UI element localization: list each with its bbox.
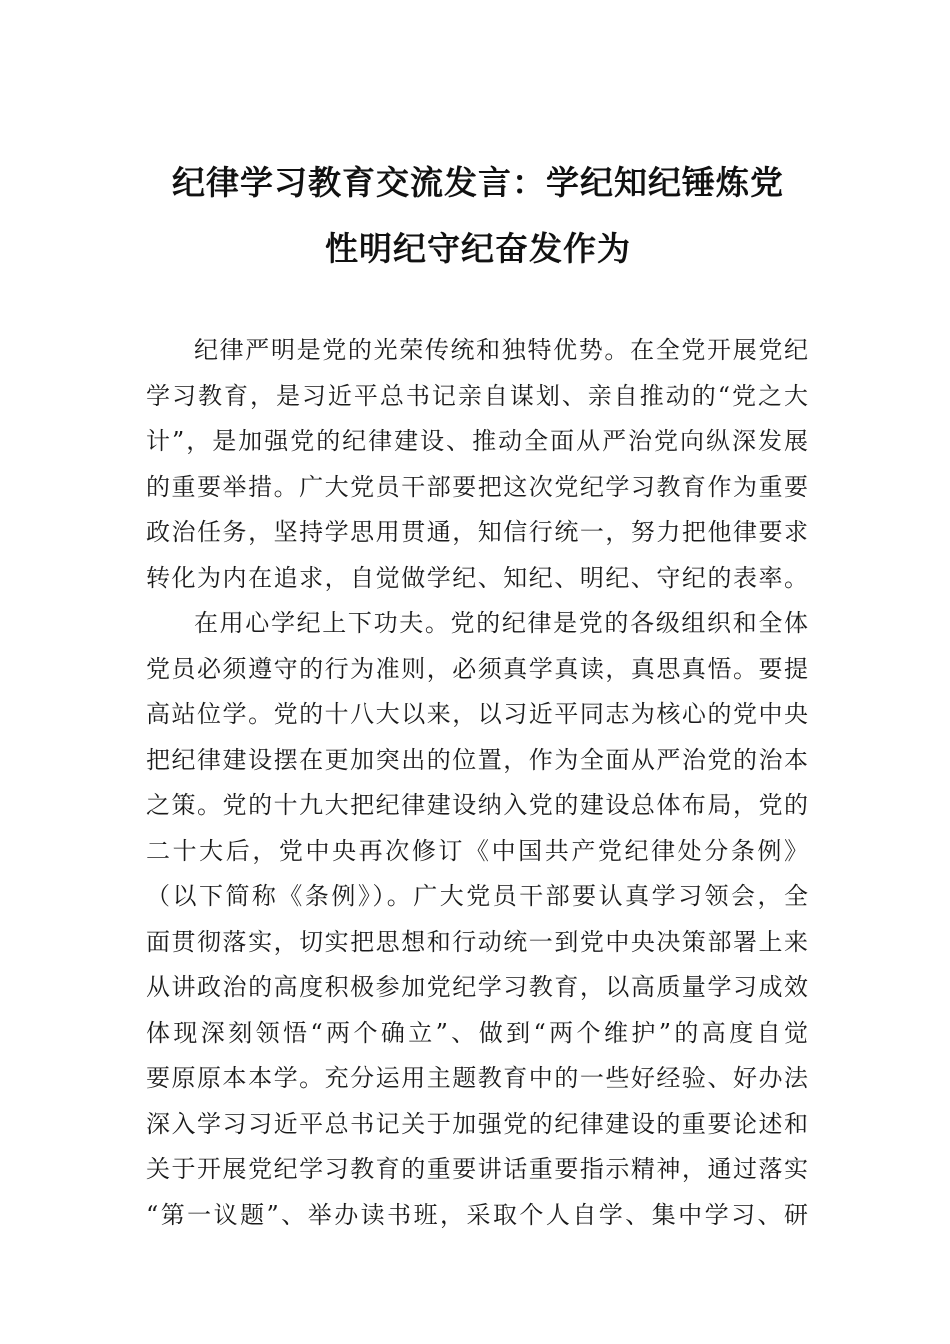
title-line-2: 性明纪守纪奋发作为 [325,229,631,268]
body-line: 的重要举措。广大党员干部要把这次党纪学习教育作为重要 [146,472,808,501]
document-body [146,328,808,1238]
body-line: （以下简称《条例》）。广大党员干部要认真学习领会，全 [146,882,808,910]
body-line: 关于开展党纪学习教育的重要讲话重要指示精神，通过落实 [146,1155,808,1183]
body-line: 面贯彻落实，切实把思想和行动统一到党中央决策部署上来 [146,927,808,956]
body-line: 把纪律建设摆在更加突出的位置，作为全面从严治党的治本 [146,745,808,774]
body-line: 二十大后，党中央再次修订《中国共产党纪律处分条例》 [146,836,808,865]
body-line: 政治任务，坚持学思用贯通，知信行统一，努力把他律要求 [146,518,808,546]
body-line: 深入学习习近平总书记关于加强党的纪律建设的重要论述和 [146,1109,808,1138]
body-line: 之策。党的十九大把纪律建设纳入党的建设总体布局，党的 [146,791,808,819]
body-line: 从讲政治的高度积极参加党纪学习教育，以高质量学习成效 [146,973,808,1001]
body-line: 在用心学纪上下功夫。党的纪律是党的各级组织和全体 [194,609,808,637]
body-line: 学习教育，是习近平总书记亲自谋划、亲自推动的“党之大 [146,381,808,410]
title-line-1: 纪律学习教育交流发言：学纪知纪锤炼党 [172,163,784,202]
body-line: 党员必须遵守的行为准则，必须真学真读，真思真悟。要提 [146,654,808,683]
document-title [148,150,808,282]
body-line: 计”，是加强党的纪律建设、推动全面从严治党向纵深发展 [146,427,808,455]
body-line: 高站位学。党的十八大以来，以习近平同志为核心的党中央 [146,700,808,728]
body-line: 体现深刻领悟“两个确立”、做到“两个维护”的高度自觉 [146,1018,808,1047]
body-line: 转化为内在追求，自觉做学纪、知纪、明纪、守纪的表率。 [146,563,808,592]
body-line: “第一议题”、举办读书班，采取个人自学、集中学习、研 [146,1200,808,1229]
body-line: 要原原本本学。充分运用主题教育中的一些好经验、好办法 [146,1064,808,1092]
body-line: 纪律严明是党的光荣传统和独特优势。在全党开展党纪 [194,336,808,364]
